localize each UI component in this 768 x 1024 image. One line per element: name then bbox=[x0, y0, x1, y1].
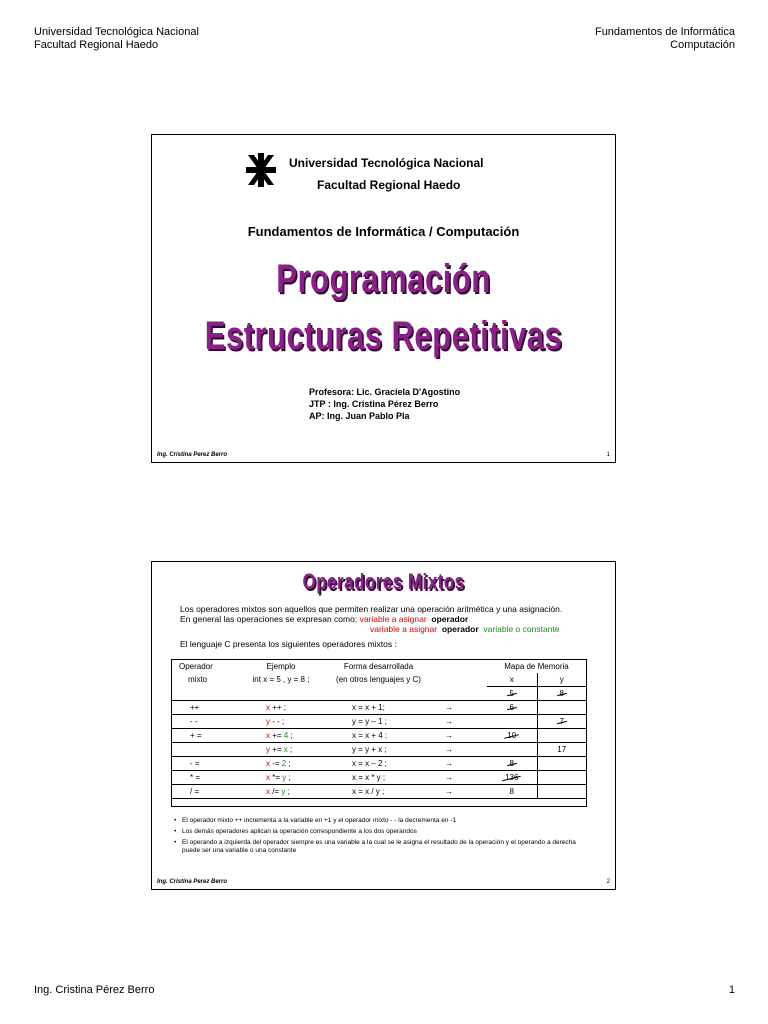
operator-symbol: + = bbox=[190, 731, 202, 740]
page-footer-author: Ing. Cristina Pérez Berro bbox=[34, 984, 155, 996]
staff-ap: AP: Ing. Juan Pablo Pla bbox=[309, 411, 410, 421]
header-course: Fundamentos de Informática bbox=[594, 26, 735, 38]
example-left-operand: x bbox=[266, 773, 270, 782]
expanded-form: x = x * y ; bbox=[352, 773, 386, 782]
intro-line-3 bbox=[180, 624, 600, 634]
example-terminator: ; bbox=[285, 787, 290, 796]
slide1-university: Universidad Tecnológica Nacional bbox=[289, 156, 484, 170]
example-right-operand: 4 bbox=[283, 731, 289, 740]
example-left-operand: x bbox=[266, 759, 270, 768]
page-header-right bbox=[595, 26, 735, 52]
slide1-faculty: Facultad Regional Haedo bbox=[317, 178, 461, 192]
form2-variable: variable a asignar bbox=[370, 624, 438, 634]
table-row bbox=[172, 757, 586, 771]
staff-jtp: JTP : Ing. Cristina Pérez Berro bbox=[309, 399, 439, 409]
slide2-footer: Ing. Cristina Perez Berro bbox=[157, 879, 228, 885]
header-university: Universidad Tecnológica Nacional bbox=[34, 26, 199, 38]
table-row bbox=[172, 785, 586, 799]
table-row bbox=[172, 771, 586, 785]
arrow-icon: → bbox=[445, 745, 453, 754]
slide2-number: 2 bbox=[606, 879, 610, 885]
example-left-operand: y bbox=[266, 717, 270, 726]
table-header-row-1 bbox=[172, 660, 586, 673]
page-header-left bbox=[34, 26, 199, 52]
bullet-text: El operador mixto ++ incrementa a la variable en +1 y el operador mixto - - la decrementa en -1 bbox=[182, 817, 457, 824]
example-left-operand: x bbox=[266, 787, 270, 796]
bullet-icon: • bbox=[174, 828, 177, 835]
form2-tail: variable o constante bbox=[483, 624, 560, 634]
expanded-form: x = x + 4 ; bbox=[352, 731, 388, 740]
slide1-course: Fundamentos de Informática / Computación bbox=[247, 224, 520, 239]
header-faculty: Facultad Regional Haedo bbox=[34, 39, 159, 51]
bullet-item bbox=[174, 828, 594, 836]
slide1-number: 1 bbox=[606, 452, 610, 458]
example-terminator: ; bbox=[287, 745, 293, 754]
expanded-form: x = x / y ; bbox=[352, 787, 385, 796]
operator-symbol: - - bbox=[190, 717, 198, 726]
table-row bbox=[172, 701, 586, 715]
header-operador: Operador bbox=[179, 662, 213, 671]
header-y: y bbox=[537, 673, 586, 687]
intro-line-1: Los operadores mixtos son aquellos que permiten realizar una operación aritmética y una asignación. bbox=[180, 604, 563, 614]
example-right-operand: y bbox=[281, 787, 286, 796]
example-right-operand: y bbox=[282, 773, 287, 782]
arrow-icon: → bbox=[445, 787, 453, 796]
expanded-form: x = x – 2 ; bbox=[352, 759, 387, 768]
expanded-form: y = y + x ; bbox=[352, 745, 387, 754]
expanded-form: x = x + 1; bbox=[352, 703, 385, 712]
operators-table-body bbox=[172, 701, 586, 799]
header-mixto: mixto bbox=[188, 675, 208, 685]
bullet-item bbox=[174, 817, 594, 825]
example-terminator: ; bbox=[286, 759, 291, 768]
initial-y: 8 bbox=[559, 689, 564, 698]
operator-symbol: * = bbox=[190, 773, 201, 782]
operators-table-grid bbox=[172, 660, 586, 799]
example-left-operand: y bbox=[266, 745, 270, 754]
memory-x-value: 10 bbox=[507, 731, 517, 740]
slide1-title-programacion: Programación bbox=[276, 257, 491, 301]
slide1-staff bbox=[309, 386, 460, 422]
example-operator: += bbox=[270, 745, 284, 754]
bullet-text: El operando a izquierda del operador siempre es una variable a la cual se le asigna el resultado de la operación y el operando a derecha puede ser una variable o una constante bbox=[182, 839, 576, 854]
table-row bbox=[172, 729, 586, 743]
intro-prefix: En general las operaciones se expresan como: bbox=[180, 614, 360, 624]
arrow-icon: → bbox=[445, 759, 453, 768]
example-operator: /= bbox=[270, 787, 282, 796]
operators-table bbox=[171, 659, 587, 807]
table-row bbox=[172, 743, 586, 757]
example-left-operand: x bbox=[266, 731, 270, 740]
slide-1 bbox=[151, 134, 616, 463]
memory-x-value: 6 bbox=[509, 703, 514, 712]
slide1-footer: Ing. Cristina Perez Berro bbox=[157, 452, 228, 458]
arrow-icon: → bbox=[445, 773, 453, 782]
header-subject: Computación bbox=[670, 39, 735, 51]
header-x: x bbox=[487, 673, 537, 687]
memory-y-value: 7 bbox=[559, 717, 564, 726]
operator-symbol: ++ bbox=[190, 703, 200, 712]
staff-profesora: Profesora: Lic. Graciela D'Agostino bbox=[309, 387, 461, 397]
table-initial-row bbox=[172, 687, 586, 701]
example-right-operand: 2 bbox=[281, 759, 287, 768]
bullet-item bbox=[174, 839, 594, 855]
form1-variable: variable a asignar bbox=[359, 614, 427, 624]
slide2-title: Operadores Mixtos bbox=[302, 569, 465, 594]
intro-line-2 bbox=[180, 614, 600, 624]
example-operator: += bbox=[270, 731, 284, 740]
header-mapa: Mapa de Memoria bbox=[504, 662, 569, 671]
operator-symbol: - = bbox=[190, 759, 200, 768]
slide-2 bbox=[151, 561, 616, 890]
bullet-icon: • bbox=[174, 839, 177, 846]
example-operator: -= bbox=[270, 759, 282, 768]
page-footer-number: 1 bbox=[728, 984, 735, 996]
header-ejemplo: Ejemplo bbox=[266, 662, 296, 671]
memory-x-value: 8 bbox=[509, 787, 514, 796]
memory-x-value: 136 bbox=[505, 773, 519, 782]
example-terminator: ; bbox=[286, 773, 291, 782]
slide2-intro bbox=[180, 604, 600, 649]
expanded-form: y = y – 1 ; bbox=[352, 717, 387, 726]
arrow-icon: → bbox=[445, 703, 453, 712]
intro-line-4: El lenguaje C presenta los siguientes operadores mixtos : bbox=[180, 639, 397, 649]
memory-y-value: 17 bbox=[557, 745, 567, 754]
memory-x-value: 8 bbox=[509, 759, 514, 768]
example-operator: ++ ; bbox=[270, 703, 287, 712]
slide1-title-estructuras: Estructuras Repetitivas bbox=[204, 314, 563, 358]
form1-operator: operador bbox=[431, 614, 469, 624]
initial-x: 5 bbox=[509, 689, 514, 698]
example-terminator: ; bbox=[288, 731, 293, 740]
arrow-icon: → bbox=[445, 731, 453, 740]
example-left-operand: x bbox=[266, 703, 270, 712]
arrow-icon: → bbox=[445, 717, 453, 726]
slide2-bullets bbox=[174, 817, 594, 858]
example-operator: - - ; bbox=[270, 717, 285, 726]
utn-logo-icon bbox=[246, 153, 276, 187]
header-forma: Forma desarrollada bbox=[343, 662, 414, 671]
form2-operator: operador bbox=[441, 624, 479, 634]
header-example-decl: int x = 5 , y = 8 ; bbox=[252, 675, 310, 685]
example-operator: *= bbox=[270, 773, 283, 782]
bullet-text: Los demás operadores aplican la operación correspondiente a los dos operandos bbox=[182, 828, 417, 835]
example-right-operand: x bbox=[283, 745, 288, 754]
table-row bbox=[172, 715, 586, 729]
table-header-row-2 bbox=[172, 673, 586, 687]
header-forma-sub: (en otros lenguajes y C) bbox=[336, 675, 421, 685]
bullet-icon: • bbox=[174, 817, 177, 824]
operator-symbol: / = bbox=[190, 787, 200, 796]
